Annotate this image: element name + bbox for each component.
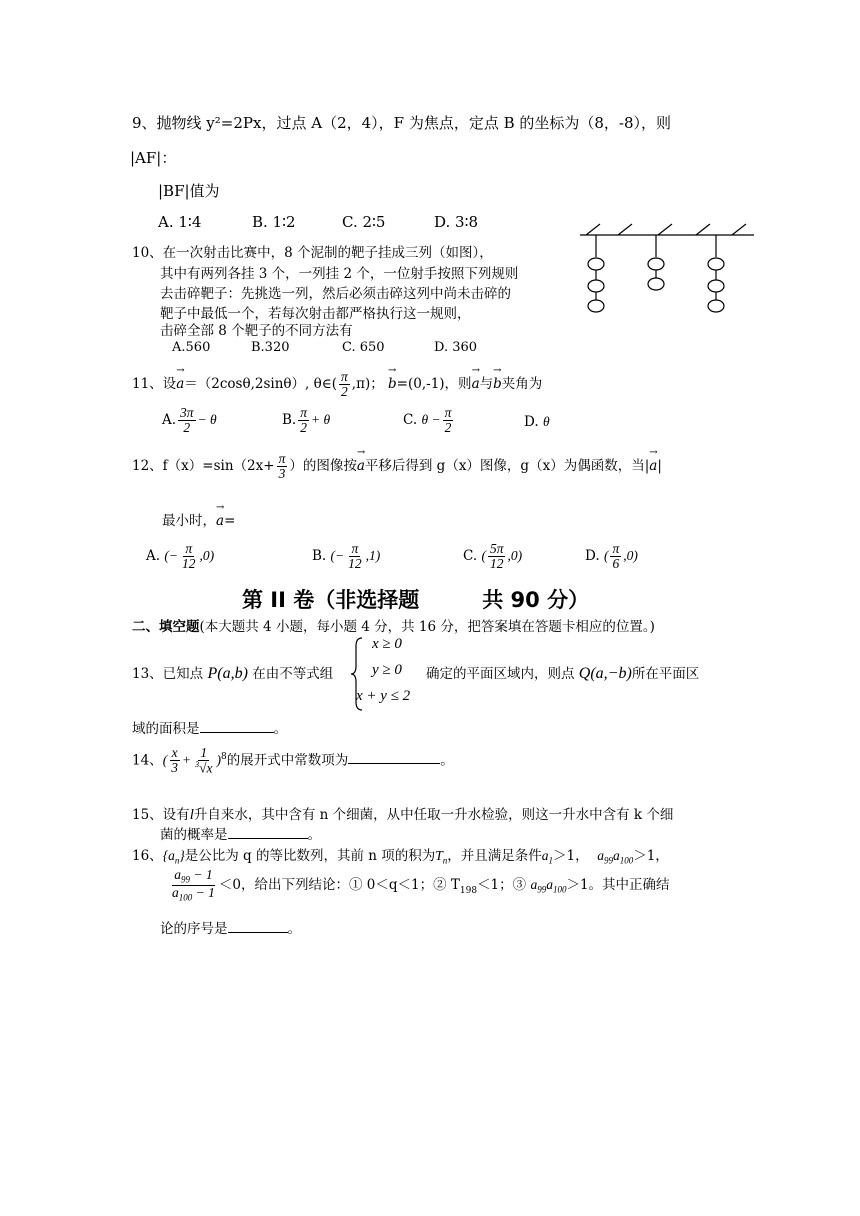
q9-line2: |AF|： xyxy=(130,149,177,167)
q12-option-b: B. (− $\frac{\pi}{12}$ ,1) xyxy=(312,541,381,572)
q10-line5: 击碎全部 8 个靶子的不同方法有 xyxy=(160,323,353,339)
q11-option-b: B. $\frac{\pi}{2}$ + θ xyxy=(282,405,331,436)
q9-option-d: D. 3∶8 xyxy=(434,213,479,231)
q12-option-d: D. ( $\frac{\pi}{6}$ ,0) xyxy=(585,541,638,572)
q9-option-c: C. 2∶5 xyxy=(342,213,386,231)
q11-option-d: D. θ xyxy=(524,414,550,430)
targets-diagram xyxy=(578,218,758,318)
inequality-1: x ≥ 0 xyxy=(372,636,402,652)
q11-b-def: =(0,-1)，则 xyxy=(396,376,472,393)
answer-blank[interactable] xyxy=(228,824,308,839)
fill-head: 二、填空题 xyxy=(132,619,200,635)
q10-line3: 去击碎靶子：先挑选一列，然后必须击碎这列中尚未击碎的 xyxy=(160,286,511,302)
answer-blank[interactable] xyxy=(348,749,440,764)
q12-option-c: C. ( $\frac{5\pi}{12}$ ,0) xyxy=(463,541,523,572)
q10-line4: 靶子中最低一个，若每次射击都严格执行这一规则， xyxy=(160,306,471,322)
q15-line2: 菌的概率是 。 xyxy=(160,823,321,843)
q9-option-b: B. 1∶2 xyxy=(252,213,296,231)
q16-line1: 16、$\{a_n\}$是公比为 q 的等比数列，其前 n 项的积为$T_n$，并且满足条件$a_1>1$， $a_{99}a_{100}>1$， xyxy=(132,848,669,866)
vector-b: → b xyxy=(388,376,397,392)
q13-line1: 13、已知点 P(a,b) 在由不等式组 xyxy=(132,665,334,682)
fill-instructions xyxy=(132,615,655,635)
q11-theta-in: θ∈( xyxy=(313,376,338,393)
vector-a: → a xyxy=(216,513,224,529)
answer-blank[interactable] xyxy=(228,918,288,933)
q11-range-end: ,π)； xyxy=(351,376,384,393)
q10-option-b: B.320 xyxy=(251,340,290,355)
q11-line xyxy=(132,370,542,399)
inequality-3: x + y ≤ 2 xyxy=(356,688,411,704)
q13-line2: 域的面积是 。 xyxy=(132,717,287,737)
q11-option-a: A. $\frac{3\pi}{2}$ − θ xyxy=(162,405,217,436)
fill-desc: (本大题共 4 小题，每小题 4 分，共 16 分，把答案填在答题卡相应的位置。) xyxy=(199,619,655,635)
q12-line1: 12、f（x）=sin（2x+ $\frac{\pi}{3}$ ）的图像按→ a平移后得到 g（x）图像，g（x）为偶函数，当|→ a| xyxy=(132,452,662,481)
q9-line3: |BF|值为 xyxy=(158,182,220,200)
q16-line3: 论的序号是 。 xyxy=(160,917,301,937)
vector-b: → b xyxy=(493,376,502,392)
q14-line: 14、( $\frac{x}{3}$ + $\frac{1}{^3√x}$ )$^8$的展开式中常数项为 。 xyxy=(132,745,454,776)
q10-option-c: C. 650 xyxy=(342,340,385,355)
q11-suffix: 夹角为 xyxy=(501,376,543,393)
q11-option-c: C. θ − $\frac{\pi}{2}$ xyxy=(403,405,452,436)
inequality-2: y ≥ 0 xyxy=(372,662,402,678)
q10-line1: 10、在一次射击比赛中，8 个泥制的靶子挂成三列（如图）， xyxy=(132,245,493,261)
section2-title: 第 II 卷（非选择题 共 90 分） xyxy=(242,588,590,612)
vector-a: → a xyxy=(472,376,480,392)
q16-line2: $\frac{a_{99} - 1}{a_{100} - 1}$ ＜0，给出下列结论：① 0＜q＜1；② $T_{198}<1$；③ $a_{99}a_{100}>1$。其中正确结 xyxy=(172,867,670,903)
vector-a: → a xyxy=(176,376,184,392)
vector-a: → a xyxy=(357,458,365,474)
q12-option-a: A. (− $\frac{\pi}{12}$ ,0) xyxy=(146,541,215,572)
q9-option-a: A. 1∶4 xyxy=(158,213,202,231)
q11-and: 与 xyxy=(479,376,494,393)
q12-line2: 最小时，→ a= xyxy=(162,509,235,529)
q11-prefix: 11、设 xyxy=(132,376,177,393)
q10-line2: 其中有两列各挂 3 个，一列挂 2 个，一位射手按照下列规则 xyxy=(160,266,519,282)
q10-option-d: D. 360 xyxy=(434,340,478,355)
answer-blank[interactable] xyxy=(200,718,274,733)
q9-line1: 9、抛物线 y²=2Px，过点 A（2，4），F 为焦点，定点 B 的坐标为（8，-8），则 xyxy=(132,114,672,132)
q10-option-a: A.560 xyxy=(172,340,211,355)
vector-a: → a xyxy=(649,458,657,474)
q13-line1b: 确定的平面区域内，则点 Q(a,−b)所在平面区 xyxy=(426,665,700,682)
q11-a-def: ＝（2cosθ,2sinθ）, xyxy=(184,376,310,393)
q11-pi-over-2: $\frac{\pi}{2}$ xyxy=(341,369,348,400)
q15-line1: 15、设有l升自来水，其中含有 n 个细菌，从中任取一升水检验，则这一升水中含有 k 个细 xyxy=(132,807,674,823)
